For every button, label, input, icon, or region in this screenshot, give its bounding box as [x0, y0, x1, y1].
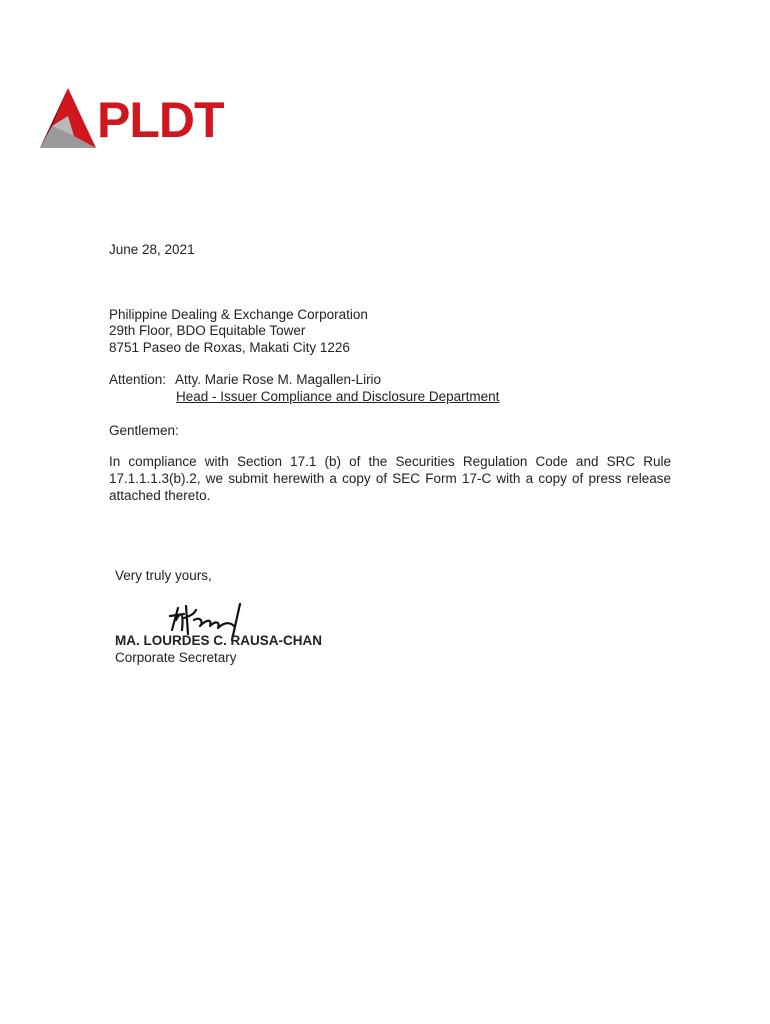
- closing: Very truly yours,: [115, 568, 212, 583]
- body-paragraph: In compliance with Section 17.1 (b) of the Securities Regulation Code and SRC Rule 17.1.1.1.3(b).2, we submit herewith a copy of SEC Form 17-C with a copy of press release attached thereto.: [109, 454, 671, 503]
- addressee-line-3: 8751 Paseo de Roxas, Makati City 1226: [109, 340, 350, 355]
- pldt-triangle-icon: [38, 86, 98, 154]
- signer-name: MA. LOURDES C. RAUSA-CHAN: [115, 633, 322, 648]
- letter-date: June 28, 2021: [109, 242, 195, 257]
- salutation: Gentlemen:: [109, 423, 179, 438]
- pldt-logo: [38, 86, 238, 154]
- pldt-wordmark: PLDT: [97, 92, 224, 148]
- addressee-line-2: 29th Floor, BDO Equitable Tower: [109, 323, 306, 338]
- signer-title: Corporate Secretary: [115, 650, 237, 665]
- attention-name: Atty. Marie Rose M. Magallen-Lirio: [175, 372, 382, 387]
- addressee-line-1: Philippine Dealing & Exchange Corporation: [109, 307, 368, 322]
- attention-label: Attention:: [109, 372, 167, 387]
- attention-title: Head - Issuer Compliance and Disclosure Department: [176, 389, 500, 404]
